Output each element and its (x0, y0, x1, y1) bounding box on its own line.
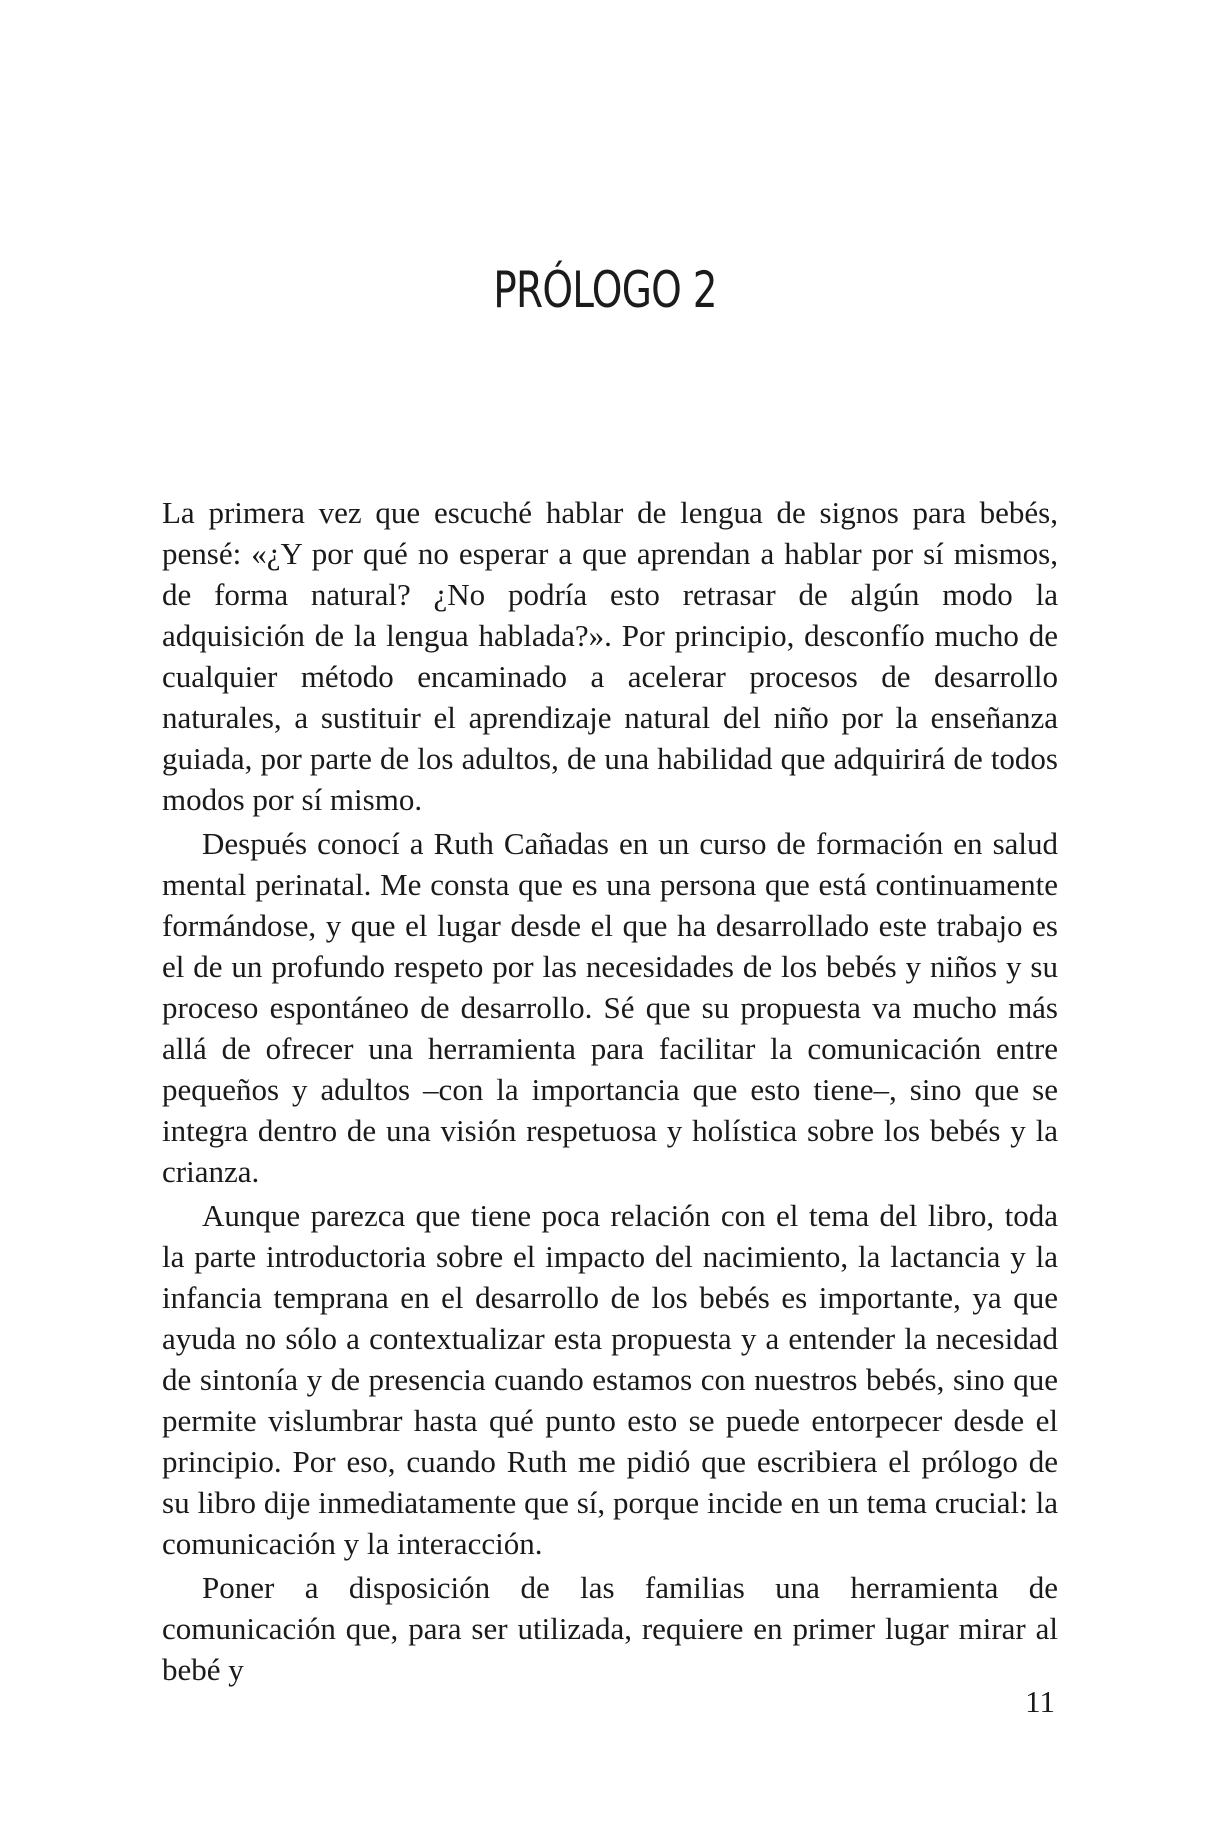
body-text (162, 492, 1058, 1693)
chapter-title: PRÓLOGO 2 (493, 261, 717, 319)
paragraph-1: La primera vez que escuché hablar de lengua de signos para bebés, pensé: «¿Y por qué no esperar a que aprendan a hablar por sí mismos, de forma natural? ¿No podría esto retrasar de algún modo la adquisición de la lengua hablada?». Por principio, desconfío mucho de cualquier método encaminado a acelerar procesos de desarrollo naturales, a sustituir el aprendizaje natural del niño por la enseñanza guiada, por parte de los adultos, de una habilidad que adquirirá de todos modos por sí mismo. (162, 495, 1058, 817)
page-number: 11 (1025, 1684, 1055, 1719)
paragraph-3: Aunque parezca que tiene poca relación con el tema del libro, toda la parte introductoria sobre el impacto del nacimiento, la lactancia y la infancia temprana en el desarrollo de los bebés es importante, ya que ayuda no sólo a contextualizar esta propuesta y a entender la necesidad de sintonía y de presencia cuando estamos con nuestros bebés, sino que permite vislumbrar hasta qué punto esto se puede entorpecer desde el principio. Por eso, cuando Ruth me pidió que escribiera el prólogo de su libro dije inmediatamente que sí, porque incide en un tema crucial: la comunicación y la interacción. (162, 1198, 1058, 1561)
paragraph-2: Después conocí a Ruth Cañadas en un curso de formación en salud mental perinatal. Me consta que es una persona que está continuamente formándose, y que el lugar desde el que ha desarrollado este trabajo es el de un profundo respeto por las necesidades de los bebés y niños y su proceso espontáneo de desarrollo. Sé que su propuesta va mucho más allá de ofrecer una herramienta para facilitar la comunicación entre pequeños y adultos –con la importancia que esto tiene–, sino que se integra dentro de una visión respetuosa y holística sobre los bebés y la crianza. (162, 826, 1058, 1189)
paragraph-4: Poner a disposición de las familias una herramienta de comunicación que, para ser utilizada, requiere en primer lugar mirar al bebé y (162, 1570, 1058, 1687)
